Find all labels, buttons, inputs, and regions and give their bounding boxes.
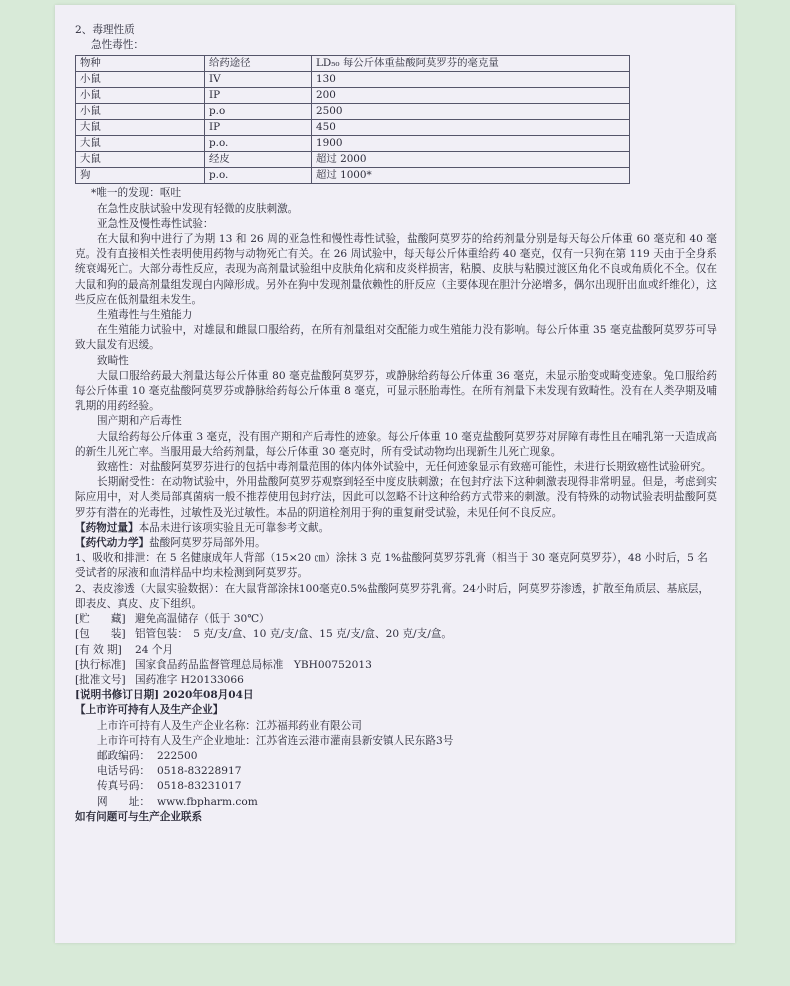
document-page xyxy=(55,5,735,943)
table-cell: IP xyxy=(205,120,312,136)
table-row xyxy=(76,88,630,104)
table-cell: p.o. xyxy=(205,136,312,152)
table-row xyxy=(76,72,630,88)
package-value: 铝管包装： 5 克/支/盒、10 克/支/盒、15 克/支/盒、20 克/支/盒。 xyxy=(135,628,452,641)
document-content xyxy=(75,23,717,825)
table-cell: 小鼠 xyxy=(76,72,205,88)
subacute-text: 在大鼠和狗中进行了为期 13 和 26 周的亚急性和慢性毒性试验，盐酸阿莫罗芬的给药剂量分别是每天每公斤体重 60 毫克和 40 毫克。没有直接相关性表明使用药物与动物死亡有关。在 26 周试验中，每天每公斤体重给药 40 毫克，仅有一只狗在第 119 天由于全身系统衰竭死亡。大部分毒性反应，表现为高剂量试验组中皮肤角化病和皮炎样损害，粘膜、皮肤与粘膜过渡区角化不良或角质化不全。仅在大鼠和狗的最高剂量组发现白内障形成。另外在狗中发现剂量依赖性的肝反应（主要体现在胆汁分泌增多，偶尔出现肝出血或纤维化），这些反应在低剂量组未发生。 xyxy=(75,233,717,306)
subacute-heading: 亚急性及慢性毒性试验： xyxy=(97,217,214,230)
table-cell: p.o. xyxy=(205,168,312,184)
table-header-cell: 物种 xyxy=(76,56,205,72)
table-cell: IV xyxy=(205,72,312,88)
approval-row xyxy=(75,673,717,688)
website-value: www.fbpharm.com xyxy=(157,795,258,808)
table-cell: 狗 xyxy=(76,168,205,184)
table-cell: 1900 xyxy=(312,136,630,152)
holder-name-value: 江苏福邦药业有限公司 xyxy=(255,719,362,732)
storage-label: [贮 藏] xyxy=(75,613,126,626)
table-cell: 大鼠 xyxy=(76,136,205,152)
revision-row xyxy=(75,688,717,703)
table-row xyxy=(76,136,630,152)
pk-absorption-text: 1、吸收和排泄：在 5 名健康成年人背部（15×20 ㎝）涂抹 3 克 1%盐酸阿莫罗芬乳膏（相当于 30 毫克阿莫罗芬），48 小时后，5 名受试者的尿液和血清样品中均未检测到阿莫罗芬。 xyxy=(75,552,708,580)
carcinogenicity-text: 致癌性：对盐酸阿莫罗芬进行的包括中毒剂量范围的体内体外试验中，无任何迹象显示有致癌可能性，未进行长期致癌性试验研究。 xyxy=(97,461,712,474)
revision-value: 2020年08月04日 xyxy=(162,689,254,702)
fax-row xyxy=(75,779,717,794)
storage-row xyxy=(75,612,717,627)
reproduction-text: 在生殖能力试验中，对雄鼠和雌鼠口服给药，在所有剂量组对交配能力或生殖能力没有影响。每公斤体重 35 毫克盐酸阿莫罗芬可导致大鼠发有迟缓。 xyxy=(75,324,717,352)
storage-value: 避免高温储存（低于 30℃） xyxy=(135,613,270,626)
revision-label: [说明书修订日期] xyxy=(75,689,160,702)
table-cell: 小鼠 xyxy=(76,104,205,120)
table-row xyxy=(76,152,630,168)
overdose-section xyxy=(75,521,717,536)
table-cell: 小鼠 xyxy=(76,88,205,104)
standard-value: 国家食品药品监督管理总局标准 YBH00752013 xyxy=(135,658,372,671)
table-cell: 大鼠 xyxy=(76,120,205,136)
overdose-label: 【药物过量】 xyxy=(75,521,139,534)
table-row xyxy=(76,120,630,136)
pharmacokinetics-text: 盐酸阿莫罗芬局部外用。 xyxy=(149,537,266,550)
table-header-row xyxy=(76,56,630,72)
table-cell: 超过 2000 xyxy=(312,152,630,168)
fax-value: 0518-83231017 xyxy=(157,780,242,793)
holder-heading: 【上市许可持有人及生产企业】 xyxy=(75,704,224,717)
package-label: [包 装] xyxy=(75,628,126,641)
holder-name-row xyxy=(75,719,717,734)
phone-value: 0518-83228917 xyxy=(157,765,242,778)
fax-label: 传真号码： xyxy=(97,780,150,793)
teratogenicity-text: 大鼠口服给药最大剂量达每公斤体重 80 毫克盐酸阿莫罗芬，或静脉给药每公斤体重 36 毫克，未显示胎变或畸变迹象。兔口服给药每公斤体重 10 毫克盐酸阿莫罗芬或静脉给药每公斤体重 8 毫克，可显示胚胎毒性。在所有剂量下未发现有致畸性。没有在人类孕期及哺乳期的用药经验。 xyxy=(75,369,717,413)
package-row xyxy=(75,627,717,642)
table-header-cell: LD₅₀ 每公斤体重盐酸阿莫罗芬的毫克量 xyxy=(312,56,630,72)
validity-value: 24 个月 xyxy=(135,643,174,656)
pharmacokinetics-section xyxy=(75,536,717,551)
table-cell: 200 xyxy=(312,88,630,104)
pk-penetration-text: 2、表皮渗透（大鼠实验数据）：在大鼠背部涂抹100毫克0.5%盐酸阿莫罗芬乳膏。24小时后，阿莫罗芬渗透，扩散至角质层、基底层，即表皮、真皮、皮下组织。 xyxy=(75,582,710,610)
table-cell: 130 xyxy=(312,72,630,88)
table-cell: IP xyxy=(205,88,312,104)
postcode-label: 邮政编码： xyxy=(97,749,150,762)
approval-value: 国药准字 H20133066 xyxy=(135,673,244,686)
holder-address-row xyxy=(75,734,717,749)
website-row xyxy=(75,795,717,810)
validity-label: [有 效 期] xyxy=(75,643,122,656)
long-term-tolerance-text: 长期耐受性：在动物试验中，外用盐酸阿莫罗芬观察到轻至中度皮肤刺激；在包封疗法下这种刺激表现得非常明显。但是，考虑到实际应用中，对人类局部真菌病一般不推荐使用包封疗法，因此可以忽略不计这种给药方式带来的刺激。没有特殊的动物试验表明盐酸阿莫罗芬有潜在的光毒性，过敏性及光过敏性。本品的阴道栓剂用于狗的重复耐受试验，未见任何不良反应。 xyxy=(75,476,717,519)
holder-name-label: 上市许可持有人及生产企业名称： xyxy=(97,719,256,732)
standard-row xyxy=(75,658,717,673)
table-cell: 超过 1000* xyxy=(312,168,630,184)
overdose-text: 本品未进行该项实验且无可靠参考文献。 xyxy=(138,521,330,534)
postcode-row xyxy=(75,749,717,764)
pharmacokinetics-label: 【药代动力学】 xyxy=(75,537,150,550)
table-cell: 2500 xyxy=(312,104,630,120)
perinatal-heading: 围产期和产后毒性 xyxy=(97,415,182,428)
table-cell: 经皮 xyxy=(205,152,312,168)
acute-toxicity-heading: 急性毒性： xyxy=(91,39,144,52)
reproduction-heading: 生殖毒性与生殖能力 xyxy=(97,309,193,322)
holder-address-value: 江苏省连云港市灌南县新安镇人民东路3号 xyxy=(255,734,454,747)
phone-row xyxy=(75,764,717,779)
phone-label: 电话号码： xyxy=(97,765,150,778)
postcode-value: 222500 xyxy=(157,749,198,762)
table-cell: 大鼠 xyxy=(76,152,205,168)
contact-note: 如有问题可与生产企业联系 xyxy=(75,810,203,823)
table-row xyxy=(76,104,630,120)
table-cell: p.o xyxy=(205,104,312,120)
holder-address-label: 上市许可持有人及生产企业地址： xyxy=(97,734,256,747)
standard-label: [执行标准] xyxy=(75,658,126,671)
ld50-table xyxy=(75,55,630,184)
skin-irritation-text: 在急性皮肤试验中发现有轻微的皮肤刺激。 xyxy=(97,202,299,215)
table-row xyxy=(76,168,630,184)
table-cell: 450 xyxy=(312,120,630,136)
teratogenicity-heading: 致畸性 xyxy=(97,354,129,367)
toxicity-heading: 2、毒理性质 xyxy=(75,24,135,36)
website-label: 网 址： xyxy=(97,795,150,808)
table-header-cell: 给药途径 xyxy=(205,56,312,72)
table-footnote: *唯一的发现：呕吐 xyxy=(91,187,182,200)
validity-row xyxy=(75,643,717,658)
perinatal-text: 大鼠给药每公斤体重 3 毫克，没有围产期和产后毒性的迹象。每公斤体重 10 毫克盐酸阿莫罗芬对屏障有毒性且在哺乳第一天造成高的新生儿死亡率。当服用最大给药剂量，每公斤体重 30 毫克时，所有受试动物均出现新生儿死亡现象。 xyxy=(75,430,717,458)
approval-label: [批准文号] xyxy=(75,673,126,686)
